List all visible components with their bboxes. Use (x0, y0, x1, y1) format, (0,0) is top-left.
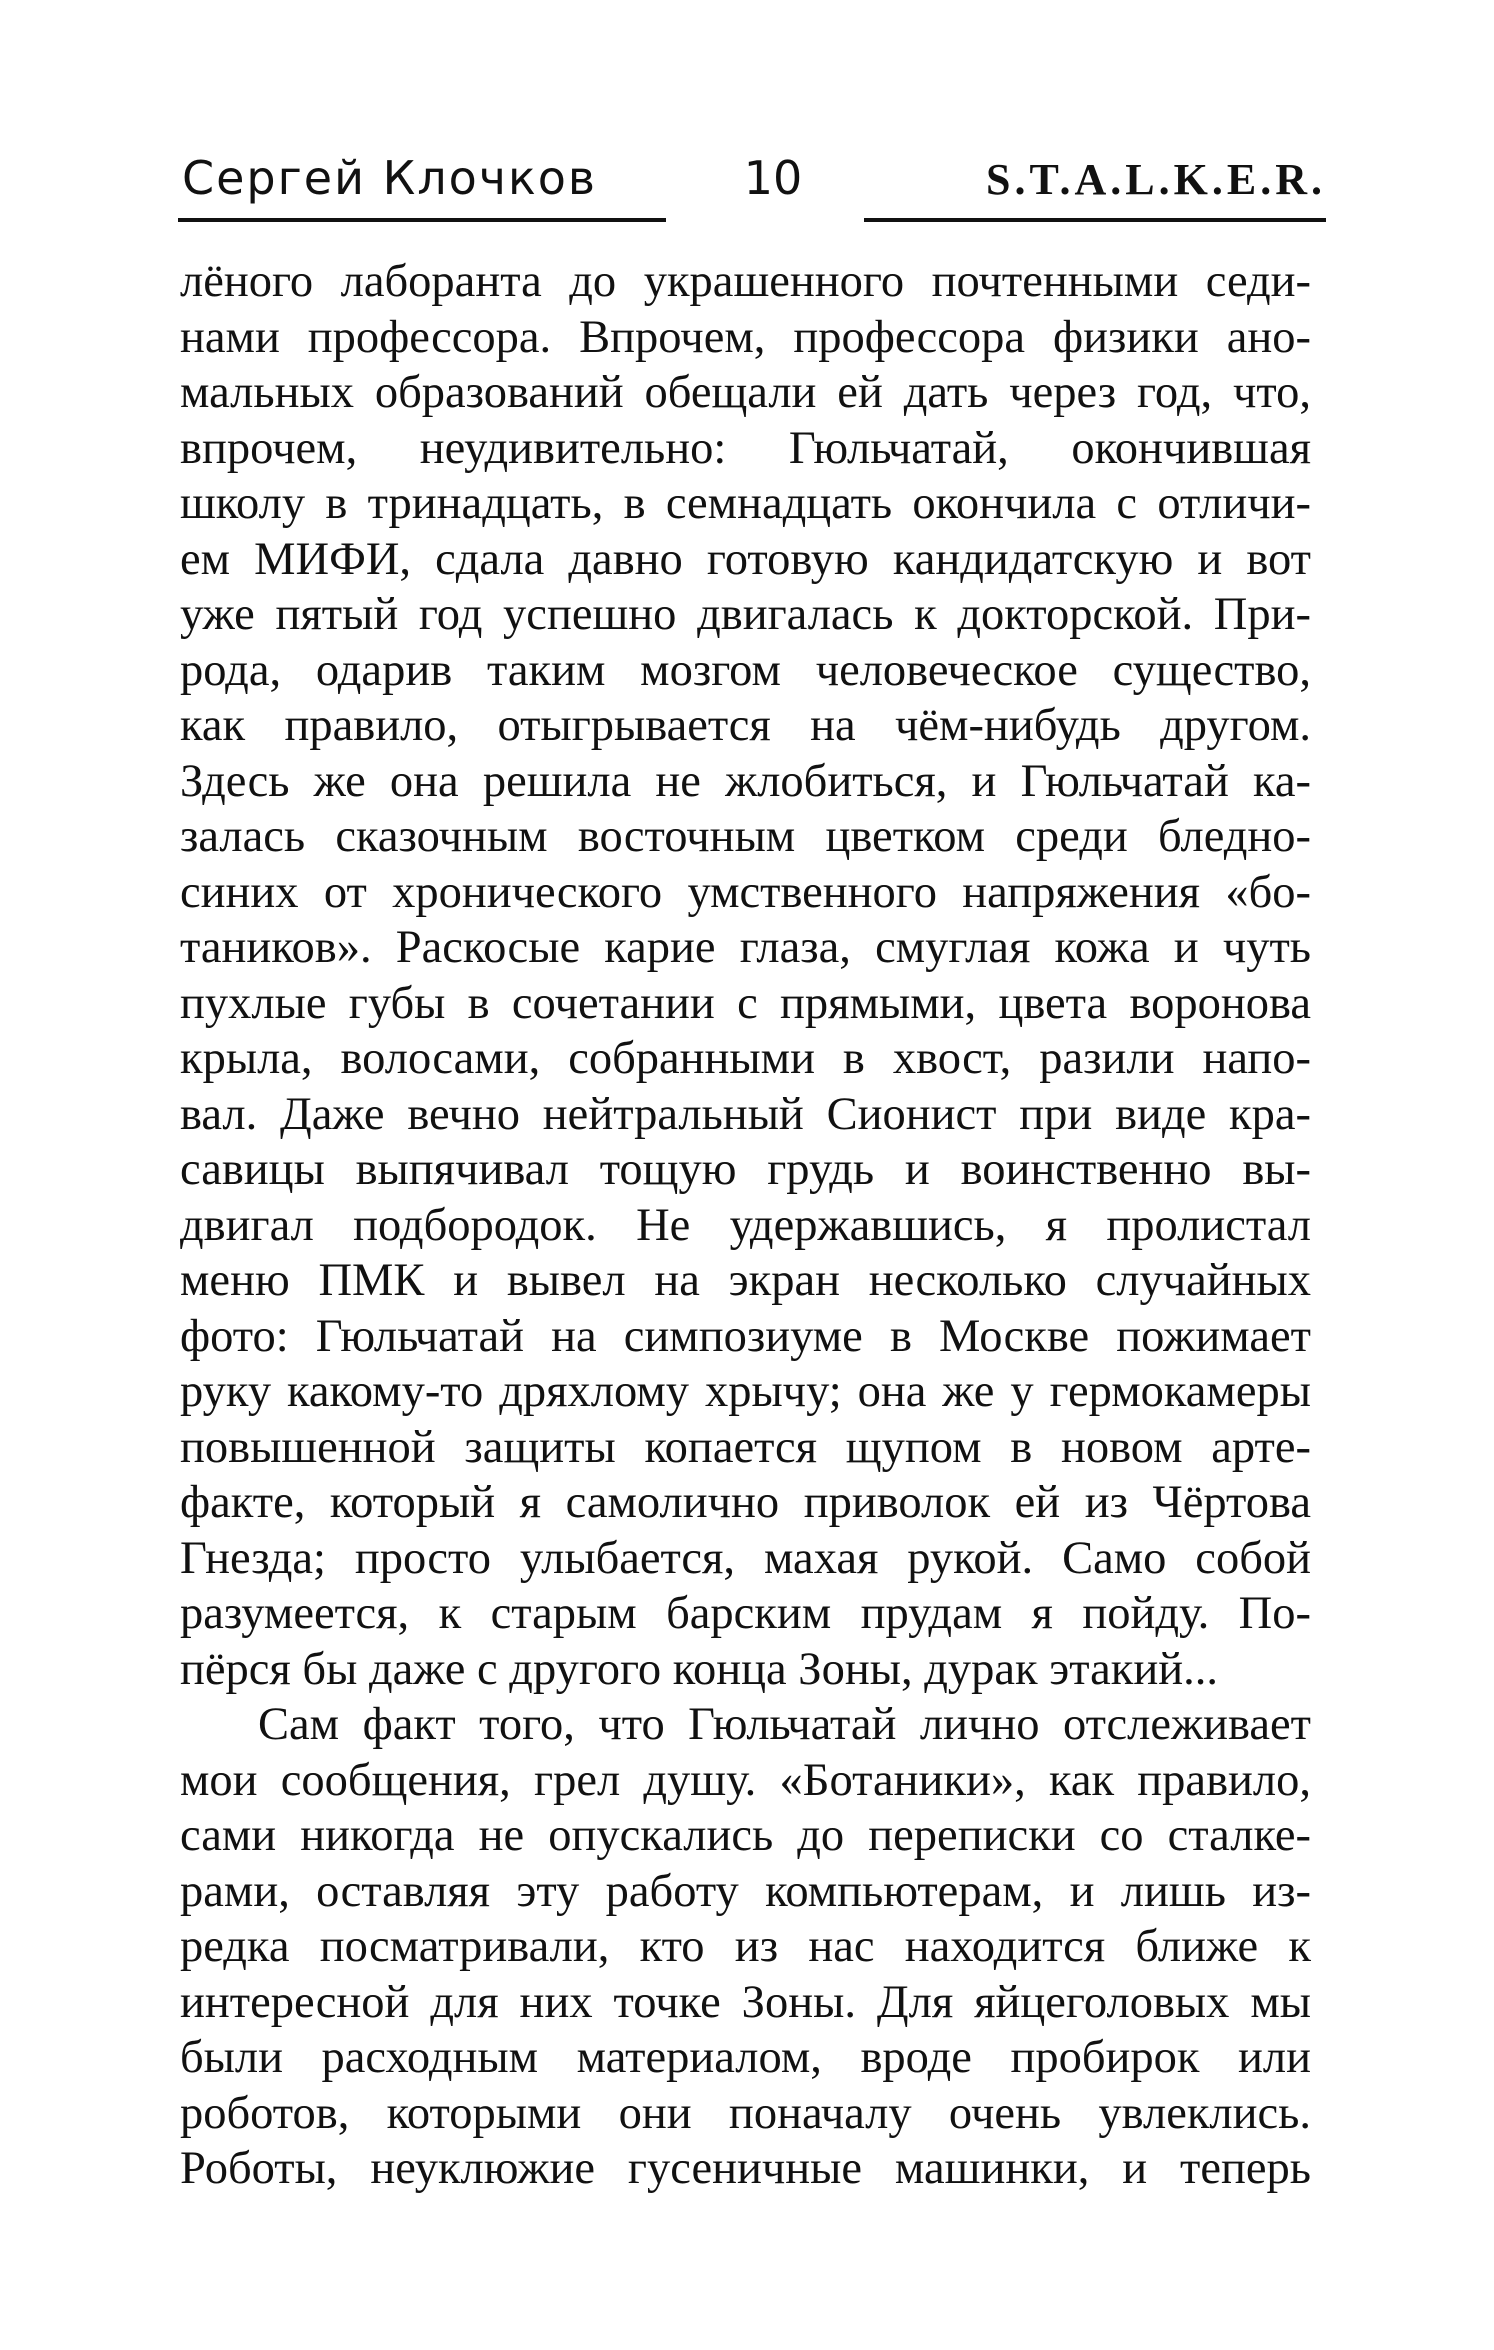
header-author: Сергей Клочков (182, 151, 598, 205)
text-line: мальных образований обещали ей дать через год, что, (180, 367, 1311, 418)
text-line: впрочем, неудивительно: Гюльчатай, окончившая (180, 422, 1311, 474)
header-rule-left (178, 218, 666, 222)
text-line: савицы выпячивал тощую грудь и воинственно вы- (180, 1144, 1311, 1195)
running-header (178, 148, 1326, 228)
text-line: факте, который я самолично приволок ей из Чёртова (180, 1477, 1311, 1528)
text-line: разумеется, к старым барским прудам я пойду. По- (180, 1588, 1311, 1639)
text-line: как правило, отыгрывается на чём-нибудь другом. (180, 700, 1311, 751)
text-line: школу в тринадцать, в семнадцать окончила с отличи- (180, 478, 1311, 529)
text-line: синих от хронического умственного напряжения «бо- (180, 866, 1311, 918)
text-line: нами профессора. Впрочем, профессора физики ано- (180, 311, 1311, 363)
body-text (180, 254, 1311, 2197)
text-line: фото: Гюльчатай на симпозиуме в Москве пожимает (180, 1310, 1311, 1362)
text-line: редка посматривали, кто из нас находится ближе к (180, 1921, 1311, 1972)
text-line: повышенной защиты копается щупом в новом арте- (180, 1421, 1311, 1473)
text-line: Сам факт того, что Гюльчатай лично отслеживает (258, 1699, 1311, 1750)
text-line: мои сообщения, грел душу. «Ботаники», как правило, (180, 1754, 1311, 1806)
header-series-title: S.T.A.L.K.E.R. (985, 155, 1326, 204)
paragraph (180, 1697, 1311, 2197)
text-line: рода, одарив таким мозгом человеческое существо, (180, 644, 1311, 696)
page-number: 10 (743, 151, 803, 205)
text-line: руку какому-то дряхлому хрычу; она же у гермокамеры (180, 1366, 1311, 1417)
text-line: сами никогда не опускались до переписки со сталке- (180, 1810, 1311, 1861)
text-line: пёрся бы даже с другого конца Зоны, дурак этакий... (180, 1643, 1218, 1695)
text-line: уже пятый год успешно двигалась к докторской. При- (180, 589, 1311, 640)
paragraph (180, 254, 1311, 1697)
text-line: Гнезда; просто улыбается, махая рукой. Само собой (180, 1532, 1311, 1584)
text-line: меню ПМК и вывел на экран несколько случайных (180, 1255, 1311, 1306)
text-line: таников». Раскосые карие глаза, смуглая кожа и чуть (180, 922, 1311, 973)
text-line: были расходным материалом, вроде пробирок или (180, 2032, 1311, 2083)
text-line: интересной для них точке Зоны. Для яйцеголовых мы (180, 1976, 1311, 2028)
text-line: пухлые губы в сочетании с прямыми, цвета воронова (180, 977, 1311, 1029)
text-line: лёного лаборанта до украшенного почтенными седи- (180, 256, 1311, 307)
text-line: вал. Даже вечно нейтральный Сионист при виде кра- (180, 1088, 1311, 1140)
header-rule-right (864, 218, 1326, 222)
text-line: залась сказочным восточным цветком среди бледно- (180, 811, 1311, 862)
text-line: двигал подбородок. Не удержавшись, я пролистал (180, 1199, 1311, 1251)
text-line: крыла, волосами, собранными в хвост, разили напо- (180, 1033, 1311, 1084)
text-line: Роботы, неуклюжие гусеничные машинки, и теперь (180, 2143, 1311, 2194)
text-line: рами, оставляя эту работу компьютерам, и лишь из- (180, 1865, 1311, 1917)
text-line: ем МИФИ, сдала давно готовую кандидатскую и вот (180, 533, 1311, 585)
text-line: Здесь же она решила не жлобиться, и Гюльчатай ка- (180, 755, 1311, 807)
text-line: роботов, которыми они поначалу очень увлеклись. (180, 2087, 1311, 2139)
